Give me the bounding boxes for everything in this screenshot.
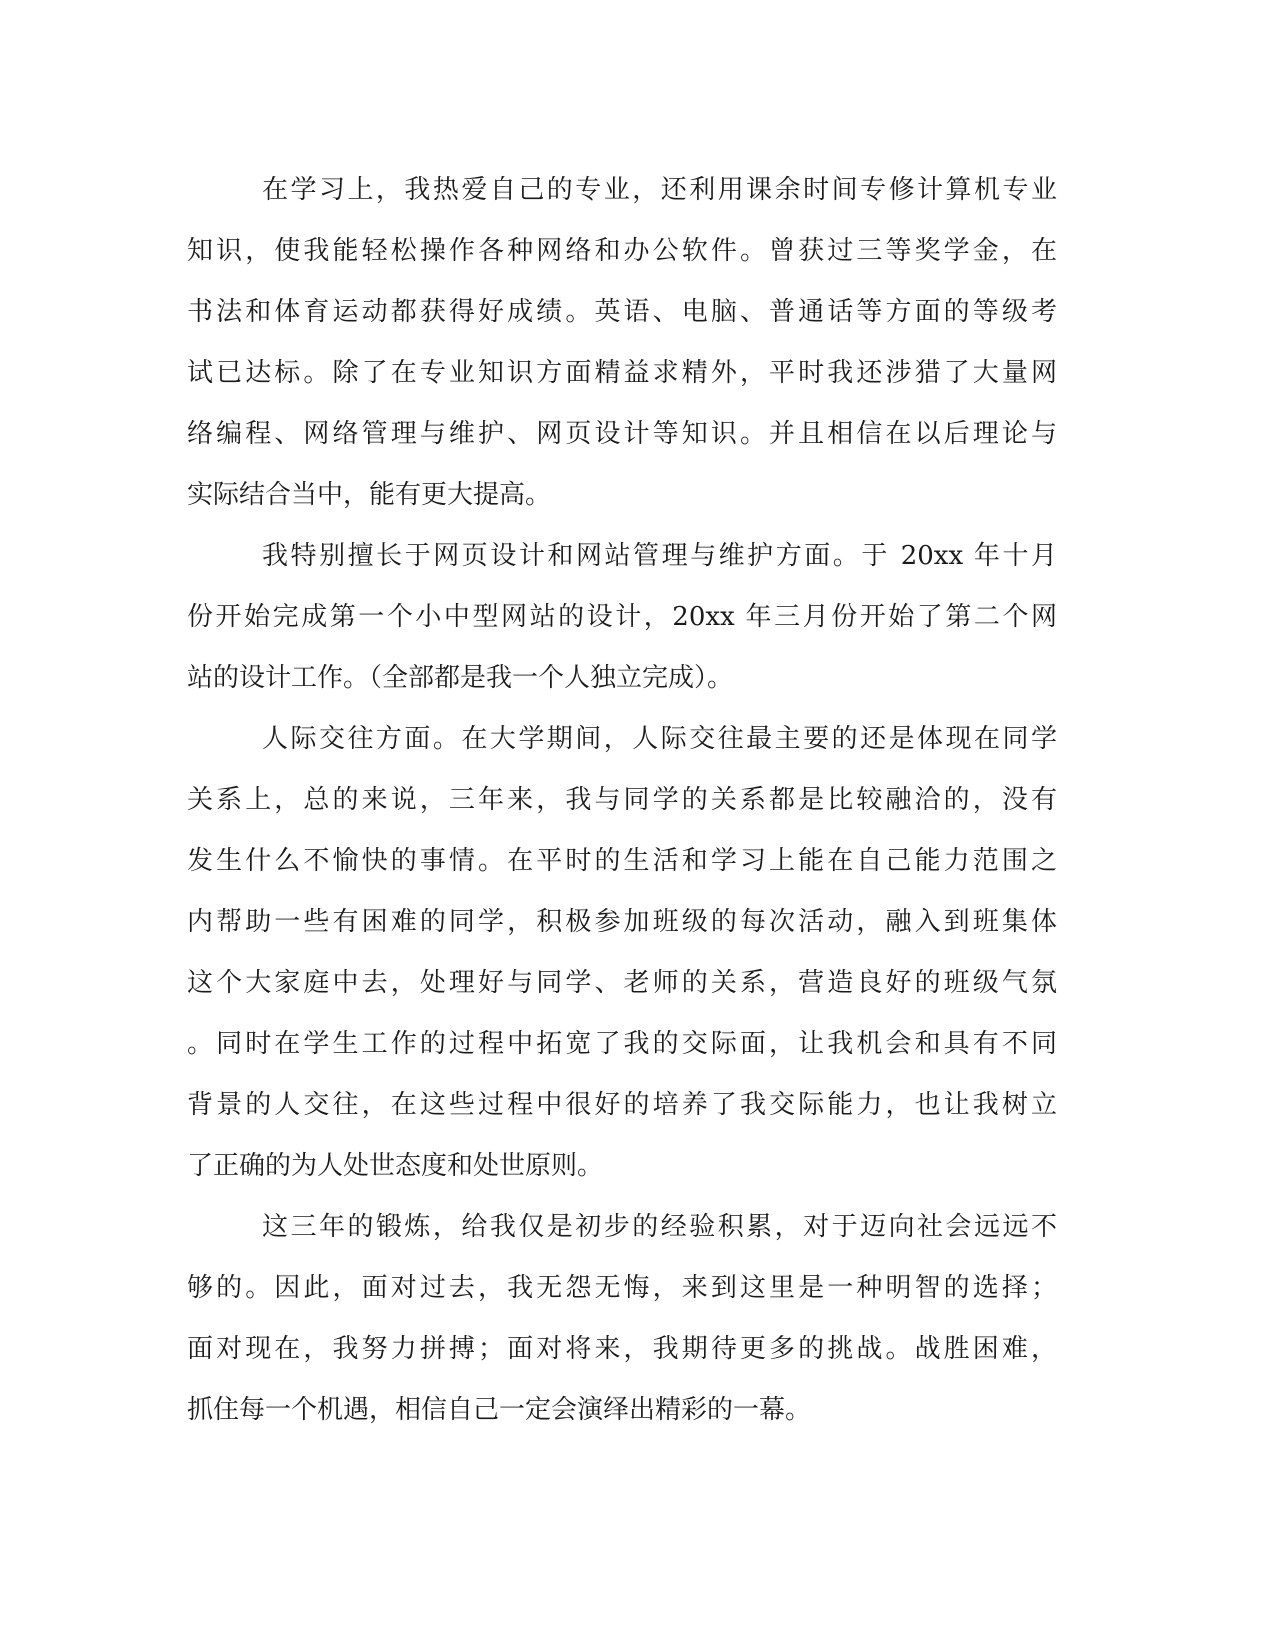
paragraph-conclusion (187, 1197, 1057, 1441)
text-line: 络编程、网络管理与维护、网页设计等知识。并且相信在以后理论与 (187, 419, 1057, 449)
text-line: 份开始完成第一个小中型网站的设计，20xx 年三月份开始了第二个网 (187, 602, 1057, 632)
text-line: 发生什么不愉快的事情。在平时的生活和学习上能在自己能力范围之 (187, 846, 1057, 876)
text-line: 知识，使我能轻松操作各种网络和办公软件。曾获过三等奖学金，在 (187, 236, 1057, 266)
text-line: 关系上，总的来说，三年来，我与同学的关系都是比较融洽的，没有 (187, 785, 1057, 815)
text-line: 面对现在，我努力拼搏；面对将来，我期待更多的挑战。战胜困难， (187, 1334, 1057, 1364)
text-line: 我特别擅长于网页设计和网站管理与维护方面。于 20xx 年十月 (262, 541, 1057, 571)
text-line: 内帮助一些有困难的同学，积极参加班级的每次活动，融入到班集体 (187, 907, 1057, 937)
text-line: 抓住每一个机遇，相信自己一定会演绎出精彩的一幕。 (187, 1395, 812, 1425)
text-line: 在学习上，我热爱自己的专业，还利用课余时间专修计算机专业 (262, 175, 1057, 205)
text-line: 实际结合当中，能有更大提高。 (187, 480, 552, 510)
text-line: 人际交往方面。在大学期间，人际交往最主要的还是体现在同学 (262, 724, 1057, 754)
text-line: 背景的人交往，在这些过程中很好的培养了我交际能力，也让我树立 (187, 1090, 1057, 1120)
text-line: 这个大家庭中去，处理好与同学、老师的关系，营造良好的班级气氛 (187, 968, 1057, 998)
document-body (187, 160, 1057, 1441)
text-line: 这三年的锻炼，给我仅是初步的经验积累，对于迈向社会远远不 (262, 1212, 1057, 1242)
text-line: 了正确的为人处世态度和处世原则。 (187, 1151, 604, 1181)
text-line: 。同时在学生工作的过程中拓宽了我的交际面，让我机会和具有不同 (187, 1029, 1057, 1059)
paragraph-web-design (187, 526, 1057, 709)
text-line: 站的设计工作。（全部都是我一个人独立完成）。 (187, 663, 734, 693)
text-line: 试已达标。除了在专业知识方面精益求精外，平时我还涉猎了大量网 (187, 358, 1057, 388)
text-line: 够的。因此，面对过去，我无怨无悔，来到这里是一种明智的选择； (187, 1273, 1057, 1303)
text-line: 书法和体育运动都获得好成绩。英语、电脑、普通话等方面的等级考 (187, 297, 1057, 327)
paragraph-interpersonal (187, 709, 1057, 1197)
paragraph-study (187, 160, 1057, 526)
